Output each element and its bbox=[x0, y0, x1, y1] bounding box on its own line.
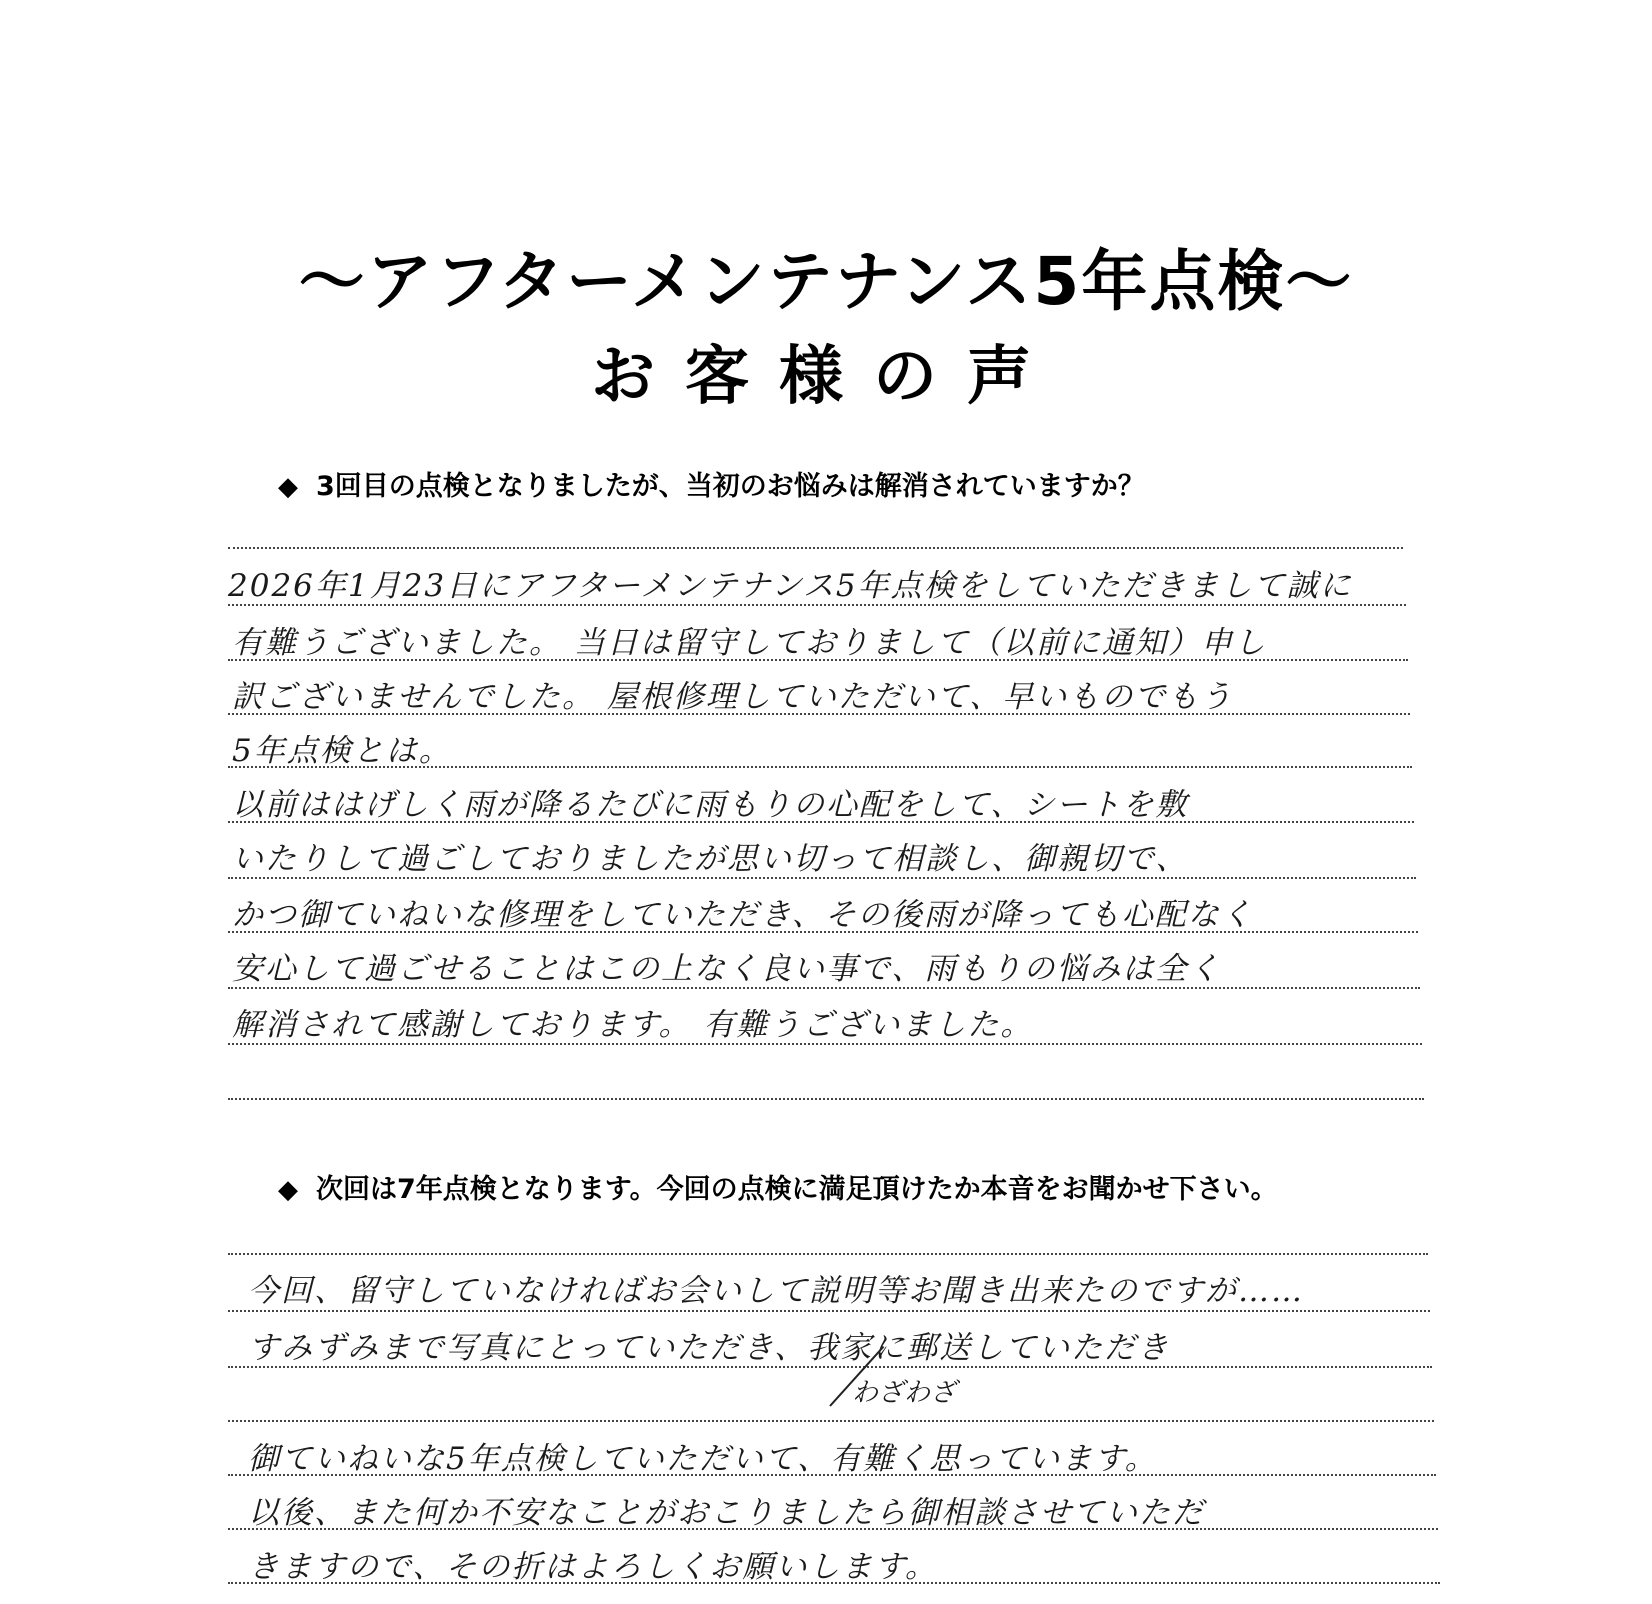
answer-1-line-8: 安心して過ごせることはこの上なく良い事で、雨もりの悩みは全く bbox=[232, 951, 1222, 987]
insertion-annotation: わざわざ bbox=[852, 1378, 957, 1408]
answer-line bbox=[228, 1253, 1428, 1255]
answer-line bbox=[228, 1098, 1424, 1100]
question-1-text: 3回目の点検となりましたが、当初のお悩みは解消されていますか？ bbox=[316, 471, 1145, 502]
answer-2-line-2: すみずみまで写真にとっていただき、我家に郵送していただき bbox=[248, 1330, 1171, 1366]
question-1 bbox=[278, 464, 1145, 503]
answer-1-line-3: 訳ございませんでした。 屋根修理していただいて、早いものでもう bbox=[232, 679, 1234, 715]
question-2 bbox=[278, 1167, 1278, 1206]
diamond-bullet-icon: ◆ bbox=[278, 472, 298, 502]
answer-line bbox=[228, 547, 1403, 549]
answer-2-line-3: 御ていねいな5年点検していただいて、有難く思っています。 bbox=[248, 1441, 1158, 1477]
answer-1-line-6: いたりして過ごしておりましたが思い切って相談し、御親切で、 bbox=[232, 841, 1189, 877]
answer-2-line-4: 以後、また何か不安なことがおこりましたら御相談させていただ bbox=[248, 1495, 1205, 1531]
answer-1-line-7: かつ御ていねいな修理をしていただき、その後雨が降っても心配なく bbox=[232, 897, 1254, 933]
answer-1-line-2: 有難うございました。 当日は留守しておりまして（以前に通知）申し bbox=[232, 625, 1267, 661]
answer-line bbox=[228, 1310, 1430, 1312]
page-title: 〜アフターメンテナンス5年点検〜 bbox=[298, 243, 1354, 320]
question-2-text: 次回は7年点検となります。今回の点検に満足頂けたか本音をお聞かせ下さい。 bbox=[316, 1174, 1278, 1205]
answer-1-line-1: 2026年1月23日にアフターメンテナンス5年点検をしていただきまして誠に bbox=[228, 568, 1353, 604]
answer-2-line-5: きますので、その折はよろしくお願いします。 bbox=[248, 1549, 938, 1585]
page-subtitle: お客様の声 bbox=[591, 340, 1061, 414]
answer-1-line-4: 5年点検とは。 bbox=[232, 733, 452, 769]
answer-1-line-9: 解消されて感謝しております。 有難うございました。 bbox=[232, 1007, 1034, 1043]
answer-1-line-5: 以前ははげしく雨が降るたびに雨もりの心配をして、シートを敷 bbox=[232, 787, 1189, 823]
answer-2-line-1: 今回、留守していなければお会いして説明等お聞き出来たのですが…… bbox=[248, 1273, 1304, 1309]
answer-line bbox=[228, 1420, 1434, 1422]
diamond-bullet-icon: ◆ bbox=[278, 1175, 298, 1205]
